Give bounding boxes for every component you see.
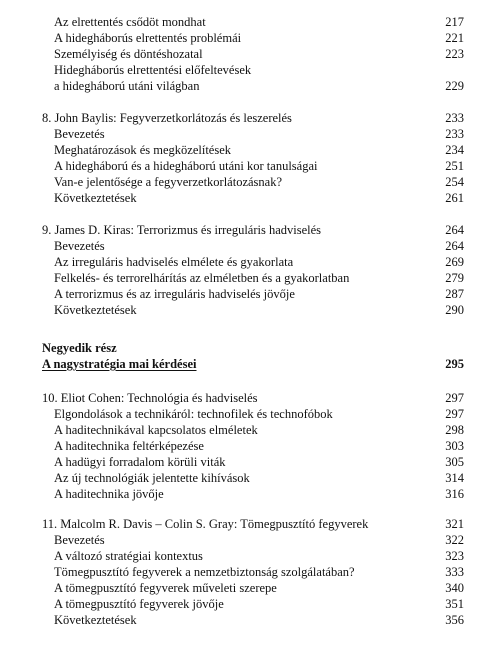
toc-page-number: 290 bbox=[445, 303, 464, 317]
toc-page-number: 217 bbox=[445, 15, 464, 29]
toc-entry-title: A terrorizmus és az irreguláris hadviselés jövője bbox=[54, 287, 295, 301]
toc-section-entry bbox=[42, 126, 464, 142]
toc-page-number: 316 bbox=[445, 487, 464, 501]
toc-section-entry bbox=[42, 30, 464, 46]
toc-entry-title: 9. James D. Kiras: Terrorizmus és irreguláris hadviselés bbox=[42, 223, 322, 237]
toc-page-number: 233 bbox=[445, 127, 464, 141]
toc-page-number: 234 bbox=[445, 143, 464, 157]
toc-page-number: 351 bbox=[445, 597, 464, 611]
toc-page-number: 221 bbox=[445, 31, 464, 45]
toc-section-entry bbox=[42, 62, 464, 78]
toc-entry-title: A haditechnika jövője bbox=[54, 487, 164, 501]
toc-page-number: 340 bbox=[445, 581, 464, 595]
toc-page-number: 223 bbox=[445, 47, 464, 61]
toc-entry-title: Elgondolások a technikáról: technofilek és technofóbok bbox=[54, 407, 333, 421]
toc-section-entry bbox=[42, 158, 464, 174]
toc-section-entry bbox=[42, 470, 464, 486]
toc-entry-title: Bevezetés bbox=[54, 239, 105, 253]
toc-page-number: 356 bbox=[445, 613, 464, 627]
toc-entry-title: Az új technológiák jelentette kihívások bbox=[54, 471, 250, 485]
toc-page-number: 264 bbox=[445, 239, 464, 253]
toc-section-entry bbox=[42, 532, 464, 548]
toc-entry-title: Személyiség és döntéshozatal bbox=[54, 47, 203, 61]
toc-entry-title: Felkelés- és terrorelhárítás az elméletben és a gyakorlatban bbox=[54, 271, 350, 285]
toc-entry-title: A hidegháborús elrettentés problémái bbox=[54, 31, 242, 45]
toc-entry-title: Következtetések bbox=[54, 303, 137, 317]
toc-page-number: 254 bbox=[445, 175, 464, 189]
toc-section-entry bbox=[42, 580, 464, 596]
toc-entry-title: Tömegpusztító fegyverek a nemzetbiztonság szolgálatában? bbox=[54, 565, 355, 579]
toc-page-number: 297 bbox=[445, 407, 464, 421]
toc-section-entry bbox=[42, 612, 464, 628]
toc-entry-title: 8. John Baylis: Fegyverzetkorlátozás és leszerelés bbox=[42, 111, 292, 125]
toc-page-number: 323 bbox=[445, 549, 464, 563]
toc-entry-title: A hidegháború és a hidegháború utáni kor tanulságai bbox=[54, 159, 318, 173]
toc-section-entry bbox=[42, 78, 464, 94]
toc-section-entry bbox=[42, 302, 464, 318]
toc-entry-title: Bevezetés bbox=[54, 127, 105, 141]
toc-section-entry bbox=[42, 46, 464, 62]
toc-page-number: 264 bbox=[445, 223, 464, 237]
toc-page-number: 233 bbox=[445, 111, 464, 125]
toc-section-entry bbox=[42, 486, 464, 502]
toc-page-number: 287 bbox=[445, 287, 464, 301]
toc-entry-title: A haditechnika feltérképezése bbox=[54, 439, 204, 453]
toc-section-entry bbox=[42, 564, 464, 580]
toc-entry-title: Negyedik rész bbox=[42, 341, 117, 355]
toc-page-number: 261 bbox=[445, 191, 464, 205]
toc-entry-title: a hidegháború utáni világban bbox=[54, 79, 200, 93]
toc-entry-title: A haditechnikával kapcsolatos elméletek bbox=[54, 423, 258, 437]
toc-entry-title: A változó stratégiai kontextus bbox=[54, 549, 203, 563]
toc-page-number: 322 bbox=[445, 533, 464, 547]
toc-entry-title: A tömegpusztító fegyverek jövője bbox=[54, 597, 224, 611]
toc-section-entry bbox=[42, 422, 464, 438]
toc-section-entry bbox=[42, 254, 464, 270]
toc-section-entry bbox=[42, 142, 464, 158]
toc-page-number: 305 bbox=[445, 455, 464, 469]
toc-section-entry bbox=[42, 438, 464, 454]
toc-entry-title: A hadügyi forradalom körüli viták bbox=[54, 455, 226, 469]
toc-section-entry bbox=[42, 548, 464, 564]
toc-entry-title: Az elrettentés csődöt mondhat bbox=[54, 15, 206, 29]
toc-section-entry bbox=[42, 596, 464, 612]
toc-entry-title: Van-e jelentősége a fegyverzetkorlátozásnak? bbox=[54, 175, 283, 189]
toc-page-number: 269 bbox=[445, 255, 464, 269]
toc-section-entry bbox=[42, 270, 464, 286]
toc-entry-title: 10. Eliot Cohen: Technológia és hadviselés bbox=[42, 391, 258, 405]
toc-entry-title: A tömegpusztító fegyverek műveleti szerepe bbox=[54, 581, 277, 595]
toc-entry-title: Meghatározások és megközelítések bbox=[54, 143, 232, 157]
toc-section-entry bbox=[42, 190, 464, 206]
toc-chapter-entry bbox=[42, 110, 464, 126]
toc-chapter-entry bbox=[42, 390, 464, 406]
toc-section-entry bbox=[42, 238, 464, 254]
toc-chapter-entry bbox=[42, 356, 464, 372]
toc-entry-title: Következtetések bbox=[54, 191, 137, 205]
toc-page-number: 333 bbox=[445, 565, 464, 579]
toc-page-number: 298 bbox=[445, 423, 464, 437]
toc-page-number: 297 bbox=[445, 391, 464, 405]
toc-page-number: 303 bbox=[445, 439, 464, 453]
toc-section-entry bbox=[42, 406, 464, 422]
toc-entry-title: Hidegháborús elrettentési előfeltevések bbox=[54, 63, 252, 77]
toc-page-number: 321 bbox=[445, 517, 464, 531]
toc-chapter-entry bbox=[42, 340, 464, 356]
toc-entry-title: Az irreguláris hadviselés elmélete és gyakorlata bbox=[54, 255, 294, 269]
toc-section-entry bbox=[42, 454, 464, 470]
toc-entry-title: A nagystratégia mai kérdései bbox=[42, 357, 197, 371]
toc-entry-title: Következtetések bbox=[54, 613, 137, 627]
toc-page-number: 251 bbox=[445, 159, 464, 173]
toc-chapter-entry bbox=[42, 516, 464, 532]
toc-section-entry bbox=[42, 286, 464, 302]
toc-page-number: 229 bbox=[445, 79, 464, 93]
toc-entry-title: 11. Malcolm R. Davis – Colin S. Gray: Tömegpusztító fegyverek bbox=[42, 517, 369, 531]
toc-page-number: 314 bbox=[445, 471, 464, 485]
toc-section-entry bbox=[42, 174, 464, 190]
toc-chapter-entry bbox=[42, 222, 464, 238]
toc-entry-title: Bevezetés bbox=[54, 533, 105, 547]
toc-page-number: 279 bbox=[445, 271, 464, 285]
toc-section-entry bbox=[42, 14, 464, 30]
toc-page-number: 295 bbox=[445, 357, 464, 371]
